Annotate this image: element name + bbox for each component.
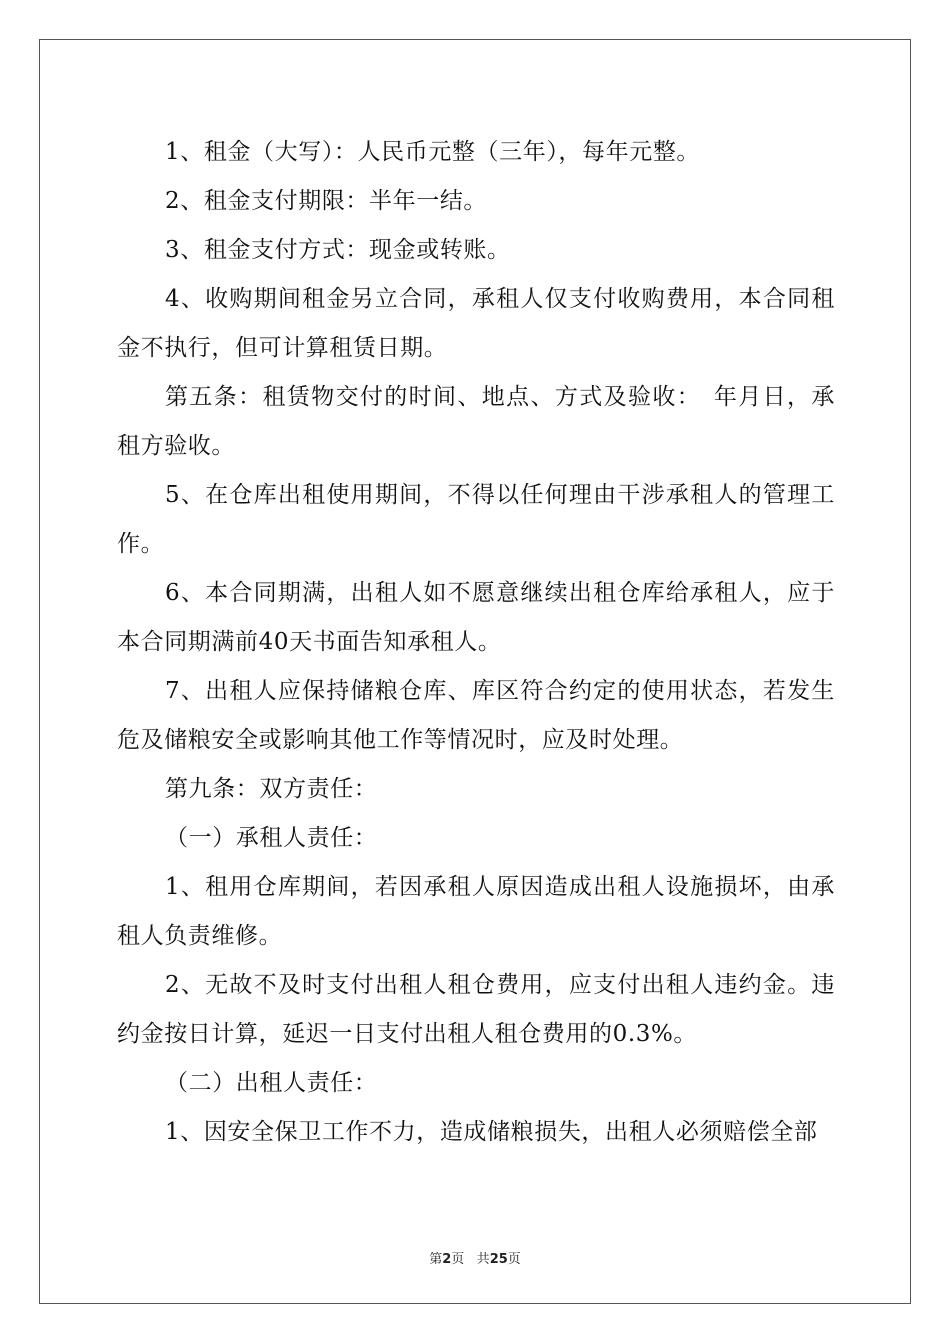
paragraph: 1、因安全保卫工作不力，造成储粮损失，出租人必须赔偿全部 bbox=[165, 1119, 818, 1145]
page-prefix: 第 bbox=[429, 1252, 443, 1267]
paragraph: （一）承租人责任： bbox=[165, 825, 378, 851]
total-pages: 25 bbox=[489, 1252, 508, 1267]
paragraph: 7、出租人应保持储粮仓库、库区符合约定的使用状态，若发生危及储粮安全或影响其他工作等情况时，应及时处理。 bbox=[117, 678, 835, 753]
paragraph: 2、租金支付期限：半年一结。 bbox=[165, 188, 488, 214]
paragraph: 3、租金支付方式：现金或转账。 bbox=[165, 237, 511, 263]
page-suffix: 页 bbox=[451, 1252, 465, 1267]
paragraph: 1、租用仓库期间，若因承租人原因造成出租人设施损坏，由承租人负责维修。 bbox=[117, 874, 835, 949]
paragraph: 2、无故不及时支付出租人租仓费用，应支付出租人违约金。违约金按日计算，延迟一日支付出租人租仓费用的0.3%。 bbox=[117, 972, 835, 1047]
paragraph: 6、本合同期满，出租人如不愿意继续出租仓库给承租人，应于本合同期满前40天书面告知承租人。 bbox=[117, 580, 835, 655]
document-body bbox=[117, 128, 835, 1157]
page-number: 2 bbox=[442, 1252, 452, 1267]
paragraph: 4、收购期间租金另立合同，承租人仅支付收购费用，本合同租金不执行，但可计算租赁日期。 bbox=[117, 286, 835, 361]
paragraph: 第五条：租赁物交付的时间、地点、方式及验收： 年月日，承租方验收。 bbox=[117, 384, 835, 459]
paragraph: 5、在仓库出租使用期间，不得以任何理由干涉承租人的管理工作。 bbox=[117, 482, 835, 557]
paragraph: 第九条：双方责任： bbox=[165, 776, 378, 802]
total-prefix: 共 bbox=[476, 1252, 490, 1267]
page-footer bbox=[0, 1248, 950, 1267]
total-suffix: 页 bbox=[507, 1252, 521, 1267]
paragraph: 1、租金（大写）：人民币元整（三年），每年元整。 bbox=[165, 139, 701, 165]
paragraph: （二）出租人责任： bbox=[165, 1070, 378, 1096]
